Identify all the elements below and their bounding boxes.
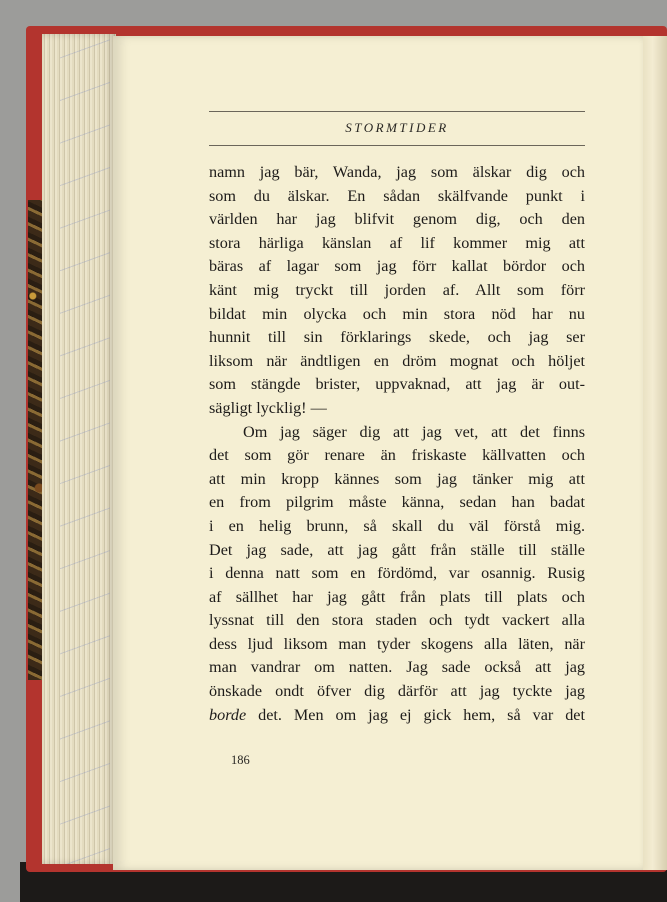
text-line: liksom när ändtligen en dröm mognat och höljet — [209, 351, 585, 370]
text-line: i denna natt som en fördömd, var osannig. Rusig — [209, 564, 585, 583]
text-line: stora härliga känslan af lif kommer mig att — [209, 233, 585, 252]
text-line: af sällhet har jag gått från plats till plats och — [209, 587, 585, 606]
text-line: som stängde brister, uppvaknad, att jag är out- — [209, 375, 585, 394]
header-rule-top — [209, 111, 585, 112]
page-number: 186 — [231, 753, 250, 767]
line-rest: det. Men om jag ej gick hem, så var det — [246, 705, 585, 724]
text-line: världen har jag blifvit genom dig, och den — [209, 210, 585, 229]
text-line: dess ljud liksom man tyder skogens alla läten, när — [209, 634, 585, 653]
text-line: det som gör renare än friskaste källvatten och — [209, 446, 585, 465]
body-text — [209, 161, 585, 727]
text-line: en from pilgrim måste känna, sedan han badat — [209, 493, 585, 512]
text-line: önskade ondt öfver dig därför att jag tyckte jag — [209, 682, 585, 701]
text-line: att min kropp kännes som jag tänker mig att — [209, 469, 585, 488]
text-line: Om jag säger dig att jag vet, att det finns — [243, 422, 585, 441]
facing-page-edge — [643, 36, 667, 870]
text-line: känt mig tryckt till jorden af. Allt som förr — [209, 280, 585, 299]
text-line: sägligt lycklig! — — [209, 398, 327, 417]
running-head: STORMTIDER — [345, 120, 449, 135]
text-line: Det jag sade, att jag gått från ställe till ställe — [209, 540, 585, 559]
text-line: som du älskar. En sådan skälfvande punkt i — [209, 186, 585, 205]
italic-word: borde — [209, 705, 247, 724]
text-line: i en helig brunn, så skall du väl förstå mig. — [209, 516, 585, 535]
text-line: namn jag bär, Wanda, jag som älskar dig och — [209, 163, 585, 181]
text-line — [209, 704, 585, 728]
text-line: hunnit till sin förklarings skede, och jag ser — [209, 328, 585, 347]
header-rule-bottom — [209, 145, 585, 146]
text-line: bäras af lagar som jag förr kallat bördor och — [209, 257, 585, 276]
page-edge-pattern — [60, 34, 110, 864]
text-line: lyssnat till den stora staden och tydt vackert alla — [209, 611, 585, 630]
text-line: man vandrar om natten. Jag sade också att jag — [209, 658, 585, 677]
text-line: bildat min olycka och min stora nöd har nu — [209, 304, 585, 323]
